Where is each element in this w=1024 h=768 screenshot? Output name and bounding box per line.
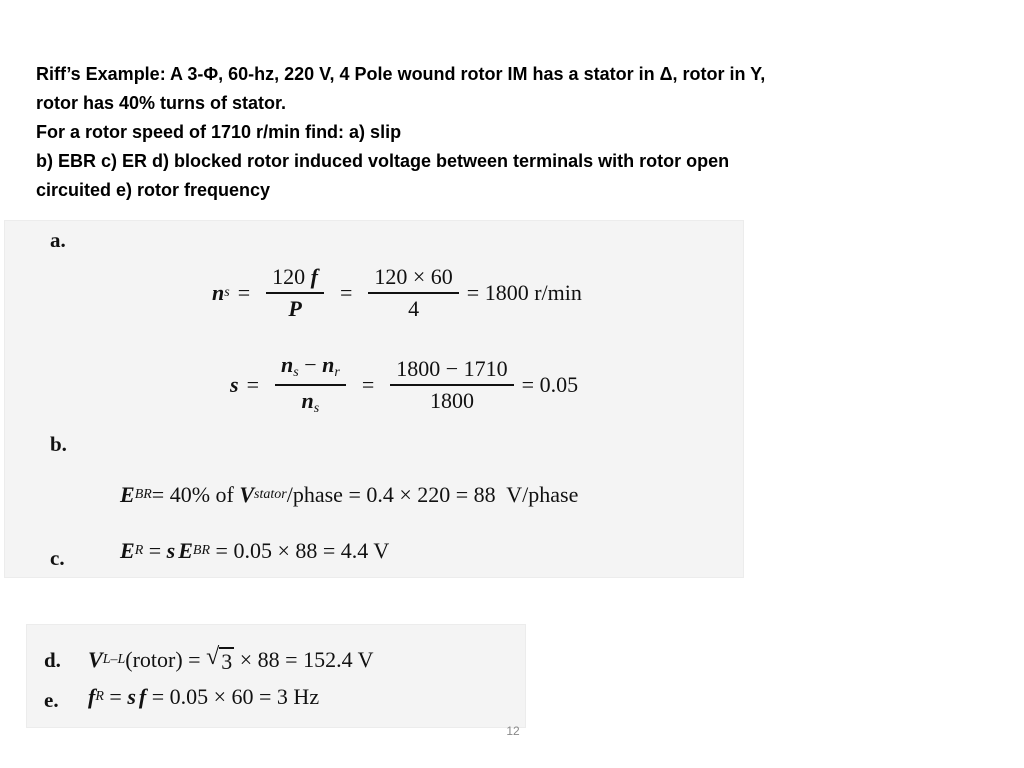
square-root: √ 3 bbox=[206, 644, 233, 674]
part-d-label: d. bbox=[44, 648, 61, 672]
fraction: $\frac{n_s - n_r}{n_s}$ bbox=[275, 354, 346, 416]
page-number: 12 bbox=[506, 724, 520, 738]
part-a-label: a. bbox=[50, 228, 66, 252]
problem-line: rotor has 40% turns of stator. bbox=[36, 93, 287, 113]
problem-line: circuited e) rotor frequency bbox=[36, 180, 271, 200]
er-equation: E R = s E BR = 0.05 × 88 = 4.4 V bbox=[120, 538, 390, 563]
fraction: $\frac{120 \times 60}{4}$ bbox=[368, 266, 458, 320]
problem-line: b) EBR c) ER d) blocked rotor induced voltage between terminals with rotor open bbox=[36, 151, 730, 171]
problem-line: For a rotor speed of 1710 r/min find: a) slip bbox=[36, 122, 402, 142]
solution-scan-bottom bbox=[26, 624, 526, 728]
rotor-frequency-equation: f R = s f = 0.05 × 60 = 3 Hz bbox=[88, 684, 320, 709]
fraction: $\frac{120 f}{P}$ bbox=[266, 266, 324, 320]
part-c-label: c. bbox=[50, 546, 65, 570]
problem-line: Riff’s Example: A 3-Φ, 60-hz, 220 V, 4 Pole wound rotor IM has a stator in Δ, rotor in Y, bbox=[36, 64, 766, 84]
slip-equation: s = $\frac{n_s - n_r}{n_s}$ = $\frac{1800 - 1710}{1800}$ = 0.05 bbox=[230, 352, 579, 416]
synchronous-speed-equation: n s = $\frac{120 f}{P}$ = $\frac{120 \times 60}{4}$ = 1800 r/min bbox=[212, 264, 582, 321]
solution-scan-top bbox=[4, 220, 744, 578]
ebr-equation: E BR = 40% of V stator /phase = 0.4 × 220 = 88 V/phase bbox=[120, 482, 579, 507]
fraction: $\frac{1800 - 1710}{1800}$ bbox=[390, 358, 513, 412]
problem-statement bbox=[36, 60, 996, 205]
part-e-label: e. bbox=[44, 688, 59, 712]
vll-equation: V L–L (rotor) = √ 3 × 88 = 152.4 V bbox=[88, 644, 374, 674]
part-b-label: b. bbox=[50, 432, 67, 456]
